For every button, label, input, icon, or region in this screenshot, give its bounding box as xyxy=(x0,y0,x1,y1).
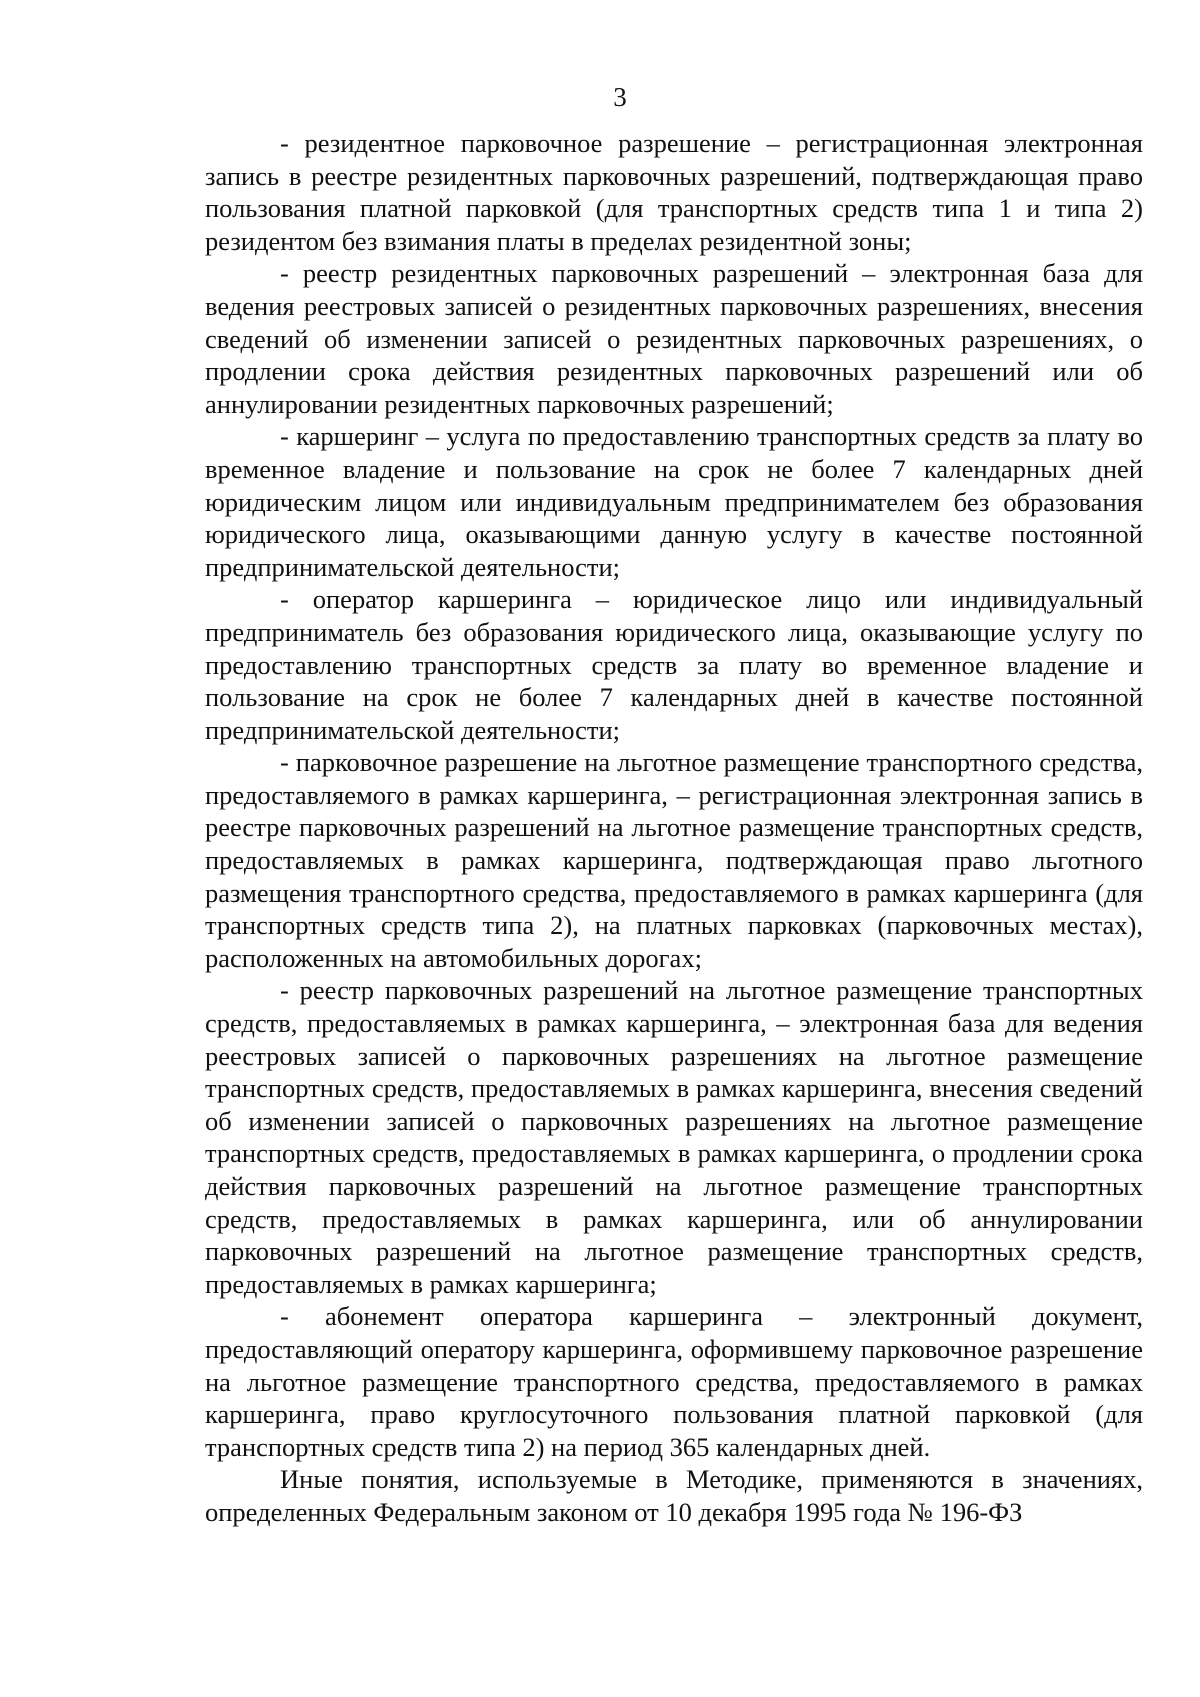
definition-carsharing-subscription: - абонемент оператора каршеринга – электронный документ, предоставляющий оператору каршеринга, оформившему парковочное разрешение на льготное размещение транспортного средства, предоставляемого в рамках каршеринга, право круглосуточного пользования платной парковкой (для транспортных средств типа 2) на период 365 календарных дней. xyxy=(205,1301,1143,1462)
page-number: 3 xyxy=(613,82,627,112)
definition-resident-parking-permit: - резидентное парковочное разрешение – регистрационная электронная запись в реестре резидентных парковочных разрешений, подтверждающая право пользования платной парковкой (для транспортных средств типа 1 и типа 2) резидентом без взимания платы в пределах резидентной зоны; xyxy=(205,128,1143,256)
definition-carsharing-operator: - оператор каршеринга – юридическое лицо или индивидуальный предприниматель без образования юридического лица, оказывающие услугу по предоставлению транспортных средств за плату во временное владение и пользование на срок не более 7 календарных дней в качестве постоянной предпринимательской деятельности; xyxy=(205,584,1143,745)
document-body xyxy=(205,127,1143,1529)
other-terms-paragraph: Иные понятия, используемые в Методике, применяются в значениях, определенных Федеральным законом от 10 декабря 1995 года № 196-ФЗ xyxy=(205,1464,1143,1527)
definition-carsharing-permit-registry: - реестр парковочных разрешений на льготное размещение транспортных средств, предоставляемых в рамках каршеринга, – электронная база для ведения реестровых записей о парковочных разрешениях на льготное размещение транспортных средств, предоставляемых в рамках каршеринга, внесения сведений об изменении записей о парковочных разрешениях на льготное размещение транспортных средств, предоставляемых в рамках каршеринга, о продлении срока действия парковочных разрешений на льготное размещение транспортных средств, предоставляемых в рамках каршеринга, или об аннулировании парковочных разрешений на льготное размещение транспортных средств, предоставляемых в рамках каршеринга; xyxy=(205,975,1143,1299)
definition-carsharing: - каршеринг – услуга по предоставлению транспортных средств за плату во временное владение и пользование на срок не более 7 календарных дней юридическим лицом или индивидуальным предпринимателем без образования юридического лица, оказывающими данную услугу в качестве постоянной предпринимательской деятельности; xyxy=(205,421,1143,582)
definition-carsharing-parking-permit: - парковочное разрешение на льготное размещение транспортного средства, предоставляемого в рамках каршеринга, – регистрационная электронная запись в реестре парковочных разрешений на льготное размещение транспортных средств, предоставляемых в рамках каршеринга, подтверждающая право льготного размещения транспортного средства, предоставляемого в рамках каршеринга (для транспортных средств типа 2), на платных парковках (парковочных местах), расположенных на автомобильных дорогах; xyxy=(205,747,1143,973)
definition-resident-permit-registry: - реестр резидентных парковочных разрешений – электронная база для ведения реестровых записей о резидентных парковочных разрешениях, внесения сведений об изменении записей о резидентных парковочных разрешениях, о продлении срока действия резидентных парковочных разрешений или об аннулировании резидентных парковочных разрешений; xyxy=(205,258,1143,419)
